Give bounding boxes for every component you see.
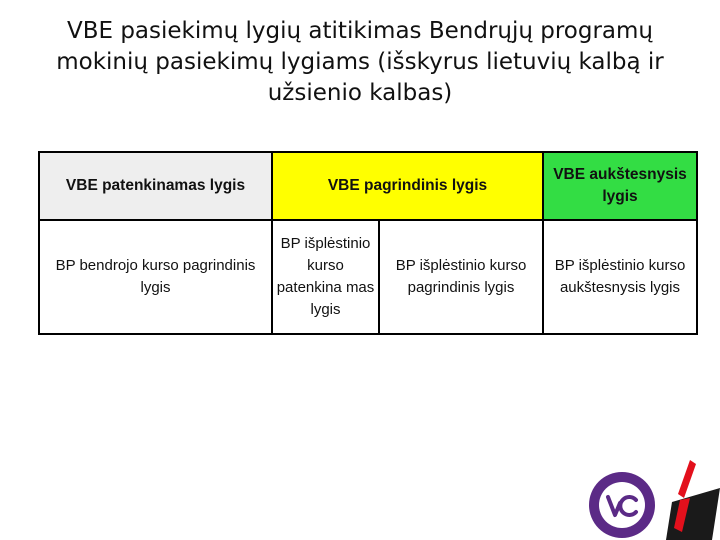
purple-circle-logo-icon [587,470,657,540]
table-header-row [39,152,697,220]
header-basic-level: VBE pagrindinis lygis [272,152,543,220]
cell-general-basic: BP bendrojo kurso pagrindinis lygis [39,220,272,334]
cell-extended-basic: BP išplėstinio kurso pagrindinis lygis [379,220,543,334]
red-slash-logo-icon [662,458,720,540]
table-body-row [39,220,697,334]
header-advanced-level: VBE aukštesnysis lygis [543,152,697,220]
slide-title: VBE pasiekimų lygių atitikimas Bendrųjų programų mokinių pasiekimų lygiams (išskyrus lietuvių kalbą ir užsienio kalbas) [56,18,664,106]
levels-table [38,151,698,335]
cell-extended-advanced: BP išplėstinio kurso aukštesnysis lygis [543,220,697,334]
header-satisfactory-level: VBE patenkinamas lygis [39,152,272,220]
cell-extended-satisfactory: BP išplėstinio kurso patenkina mas lygis [272,220,379,334]
